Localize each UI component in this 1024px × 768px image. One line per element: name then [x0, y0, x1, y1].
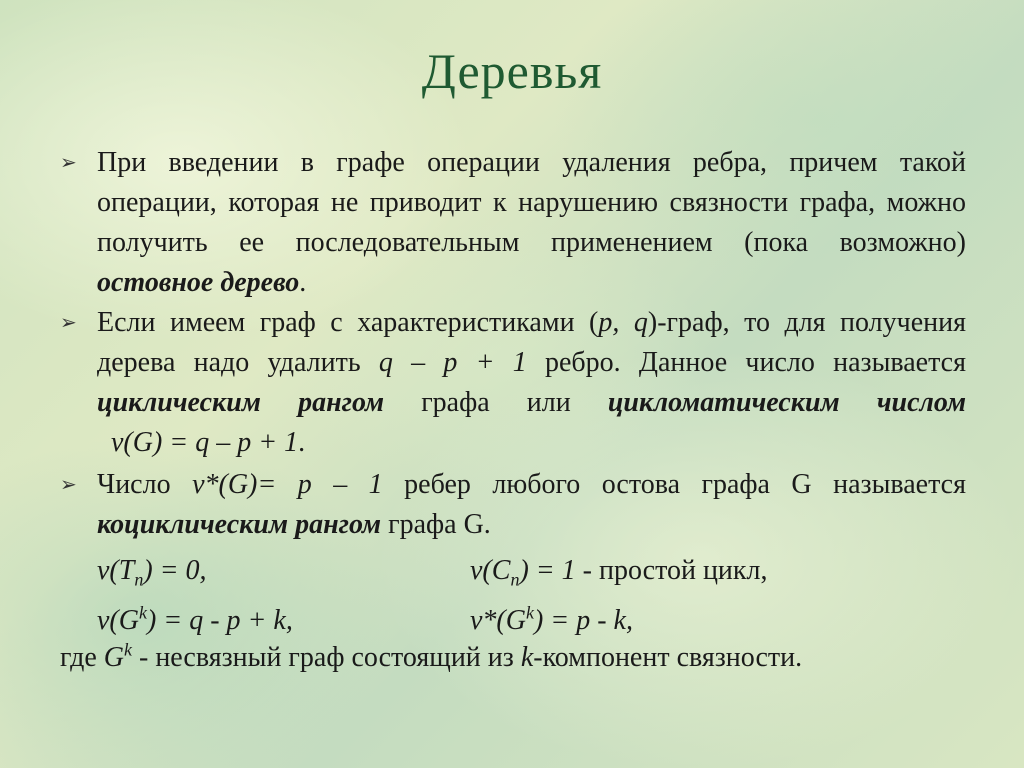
- arrow-bullet-icon: ➢: [60, 312, 77, 334]
- formula-part: ν*(G: [470, 605, 526, 636]
- bullet-text-part: графа G.: [381, 509, 491, 540]
- footnote-gk: [60, 638, 802, 678]
- note-superscript: k: [124, 639, 132, 660]
- formula-cycle: [470, 551, 768, 591]
- bullet-text-part: ребер любого остова графа G называется: [382, 469, 966, 500]
- math-expression: q – p + 1: [378, 347, 527, 378]
- bullet-cyclic-rank: [60, 303, 966, 463]
- formula-part: ) = q - p + k,: [146, 605, 293, 636]
- term-cocyclic-rank: коциклическим рангом: [97, 509, 382, 540]
- formula-part: ν(G: [97, 605, 139, 636]
- formula-tree: [97, 551, 207, 591]
- note-part: -компонент связности.: [533, 642, 803, 673]
- formula-part: ν(T: [97, 555, 135, 586]
- note-math: k: [520, 642, 534, 673]
- bullet-text-part: )-граф, то для получения дерева надо удалить: [97, 307, 966, 378]
- formula-superscript: k: [525, 602, 534, 623]
- arrow-bullet-icon: ➢: [60, 474, 77, 496]
- note-math: G: [103, 642, 124, 673]
- bullet-text-part: .: [299, 267, 307, 298]
- formula-part: ) = 0,: [143, 555, 207, 586]
- term-cyclic-rank: циклическим рангом: [97, 387, 385, 418]
- math-pq: p, q: [598, 307, 648, 338]
- arrow-bullet-icon: ➢: [60, 152, 77, 174]
- bullet-text-part: графа или: [384, 387, 608, 418]
- formula-description: - простой цикл,: [575, 555, 768, 586]
- bullet-text: [97, 303, 966, 463]
- bullet-text: [97, 143, 966, 303]
- bullet-text-part: Число: [97, 469, 193, 500]
- term-spanning-tree: остовное дерево: [97, 267, 300, 298]
- bullet-text-part: .: [298, 427, 306, 458]
- formula-part: ) = p - k,: [533, 605, 633, 636]
- formula-subscript: n: [510, 569, 520, 590]
- bullet-cocyclic-rank: [60, 465, 966, 545]
- term-cyclomatic-number: цикломатическим числом: [607, 387, 966, 418]
- formula-disconnected-cocyclic: [470, 601, 633, 641]
- bullet-text: [97, 465, 966, 545]
- formula-subscript: n: [134, 569, 144, 590]
- bullet-spanning-tree: [60, 143, 966, 303]
- slide-title: Деревья: [421, 43, 603, 99]
- formula-part: ) = 1: [519, 555, 576, 586]
- math-formula: ν(G) = q – p + 1: [97, 427, 299, 458]
- formula-disconnected-cyclic: [97, 601, 293, 641]
- bullet-text-part: ребро. Данное число называется: [526, 347, 966, 378]
- bullet-text-part: При введении в графе операции удаления ребра, причем такой операции, которая не приводит к нарушению связности графа, можно получить ее последовательным применением (пока возможно): [97, 147, 966, 258]
- formula-part: ν(C: [470, 555, 511, 586]
- note-part: где: [60, 642, 104, 673]
- note-part: - несвязный граф состоящий из: [132, 642, 521, 673]
- formula-superscript: k: [138, 602, 147, 623]
- bullet-text-part: Если имеем граф с характеристиками (: [97, 307, 599, 338]
- math-formula: ν*(G)= p – 1: [192, 469, 383, 500]
